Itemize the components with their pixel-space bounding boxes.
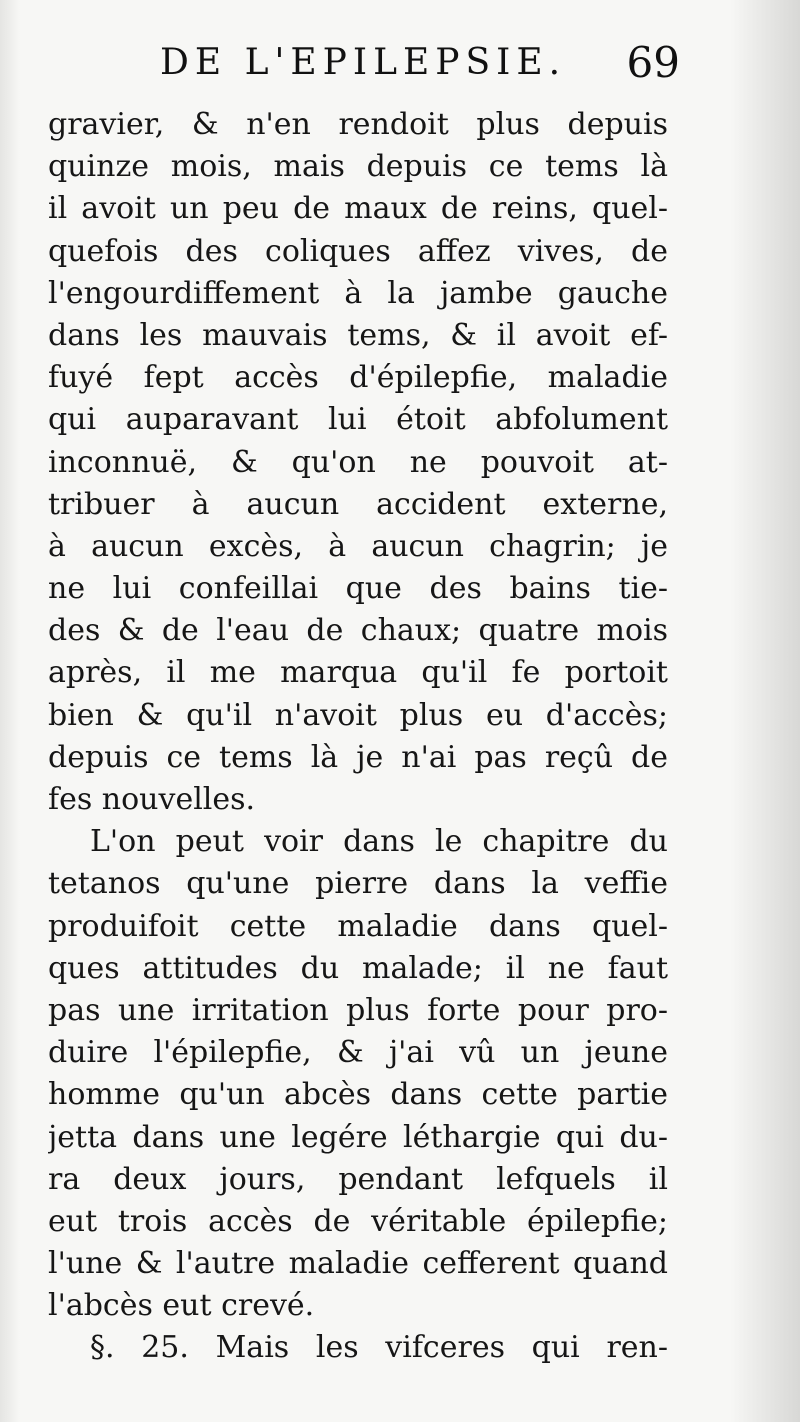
page-edge-shadow	[730, 0, 800, 1422]
text-line: l'engourdiffement à la jambe gauche	[48, 275, 668, 311]
text-line: homme qu'un abcès dans cette partie	[48, 1077, 668, 1113]
running-title: DE L'EPILEPSIE.	[160, 42, 567, 83]
text-line: qui auparavant lui étoit abfolument	[48, 402, 668, 438]
text-line: ra deux jours, pendant lefquels il	[48, 1161, 668, 1197]
text-line: tetanos qu'une pierre dans la veffie	[48, 866, 668, 902]
text-line: produifoit cette maladie dans quel-	[48, 908, 668, 944]
page-header	[160, 38, 680, 94]
section-start-line: §. 25. Mais les vifceres qui ren-	[90, 1330, 668, 1366]
text-line: ne lui confeillai que des bains tie-	[48, 571, 668, 607]
text-line: duire l'épilepfie, & j'ai vû un jeune	[48, 1035, 668, 1071]
text-line: après, il me marqua qu'il fe portoit	[48, 655, 668, 691]
text-line: l'abcès eut crevé.	[48, 1288, 315, 1324]
text-line: gravier, & n'en rendoit plus depuis	[48, 107, 668, 142]
text-line: pas une irritation plus forte pour pro-	[48, 992, 668, 1028]
text-line: il avoit un peu de maux de reins, quel-	[48, 191, 668, 227]
text-line: inconnuë, & qu'on ne pouvoit at-	[48, 444, 668, 480]
paragraph-start-line: L'on peut voir dans le chapitre du	[90, 824, 668, 860]
text-line: jetta dans une legére léthargie qui du-	[48, 1119, 668, 1155]
page-number: 69	[626, 38, 680, 87]
text-line: à aucun excès, à aucun chagrin; je	[48, 528, 668, 564]
text-line: fuyé fept accès d'épilepfie, maladie	[48, 360, 668, 396]
text-line: fes nouvelles.	[48, 782, 256, 817]
text-line: eut trois accès de véritable épilepfie;	[48, 1203, 668, 1239]
text-line: l'une & l'autre maladie cefferent quand	[48, 1246, 668, 1282]
text-line: quefois des coliques affez vives, de	[48, 233, 668, 269]
text-line: des & de l'eau de chaux; quatre mois	[48, 613, 668, 649]
text-line: dans les mauvais tems, & il avoit ef-	[48, 317, 668, 353]
page-gutter-shadow	[0, 0, 20, 1422]
text-line: quinze mois, mais depuis ce tems là	[48, 149, 668, 185]
text-line: ques attitudes du malade; il ne faut	[48, 950, 668, 986]
text-line: depuis ce tems là je n'ai pas reçû de	[48, 739, 668, 775]
text-line: tribuer à aucun accident externe,	[48, 486, 668, 522]
text-line: bien & qu'il n'avoit plus eu d'accès;	[48, 697, 668, 733]
body-text	[48, 104, 668, 1370]
